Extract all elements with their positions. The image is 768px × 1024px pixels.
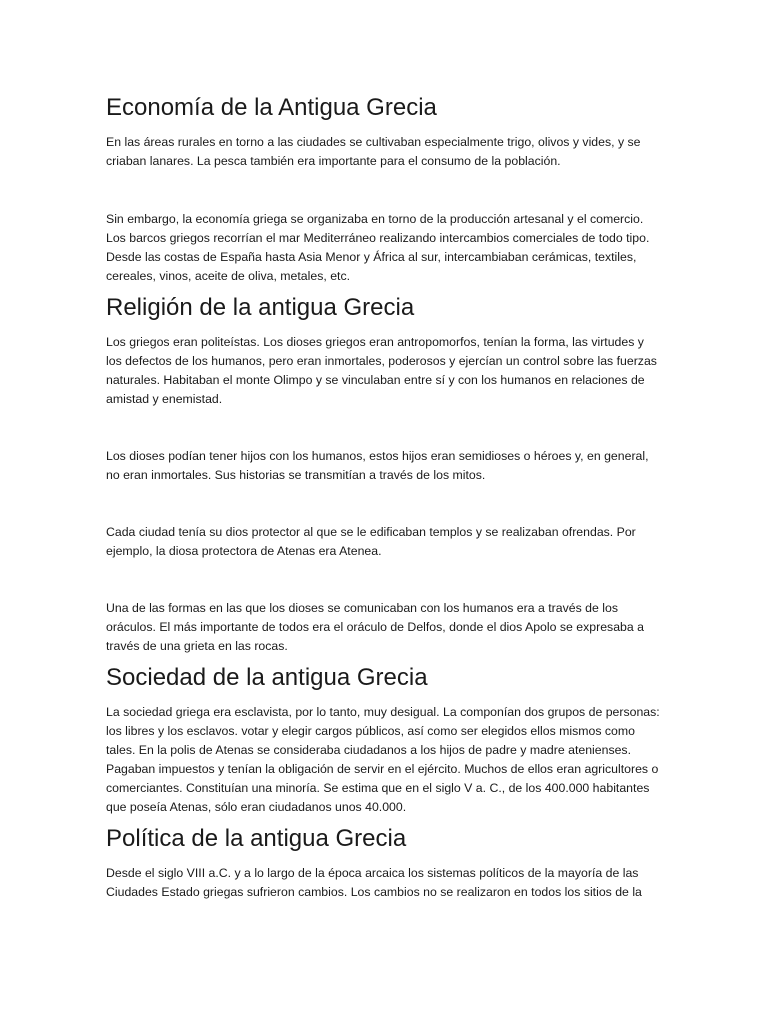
paragraph: En las áreas rurales en torno a las ciudades se cultivaban especialmente trigo, olivos y vides, y se criaban lanares. La pesca también era importante para el consumo de la población.	[106, 135, 641, 168]
heading-economia: Economía de la Antigua Grecia	[106, 94, 437, 121]
heading-politica: Política de la antigua Grecia	[106, 825, 407, 852]
paragraph: Una de las formas en las que los dioses se comunicaban con los humanos era a través de los oráculos. El más importante de todos era el oráculo de Delfos, donde el dios Apolo se expresaba a través de una grieta en las rocas.	[106, 601, 644, 653]
section-economia	[106, 93, 662, 286]
paragraph: Los dioses podían tener hijos con los humanos, estos hijos eran semidioses o héroes y, en general, no eran inmortales. Sus historias se transmitían a través de los mitos.	[106, 449, 649, 482]
paragraph: Los griegos eran politeístas. Los dioses griegos eran antropomorfos, tenían la forma, las virtudes y los defectos de los humanos, pero eran inmortales, poderosos y ejercían un control sobre las fuerzas naturales. Habitaban el monte Olimpo y se vinculaban entre sí y con los humanos en relaciones de amistad y enemistad.	[106, 335, 657, 406]
heading-religion: Religión de la antigua Grecia	[106, 294, 415, 321]
section-sociedad	[106, 663, 662, 817]
heading-sociedad: Sociedad de la antigua Grecia	[106, 664, 428, 691]
paragraph: Cada ciudad tenía su dios protector al que se le edificaban templos y se realizaban ofrendas. Por ejemplo, la diosa protectora de Atenas era Atenea.	[106, 525, 636, 558]
document-page	[106, 88, 662, 902]
paragraph: La sociedad griega era esclavista, por lo tanto, muy desigual. La componían dos grupos de personas: los libres y los esclavos. votar y elegir cargos públicos, así como ser elegidos ellos mismos como tales. En la polis de Atenas se consideraba ciudadanos a los hijos de padre y madre atenienses. Pagaban impuestos y tenían la obligación de servir en el ejército. Muchos de ellos eran agricultores o comerciantes. Constituían una minoría. Se estima que en el siglo V a. C., de los 400.000 habitantes que poseía Atenas, sólo eran ciudadanos unos 40.000.	[106, 705, 660, 814]
paragraph: Desde el siglo VIII a.C. y a lo largo de la época arcaica los sistemas políticos de la mayoría de las Ciudades Estado griegas sufrieron cambios. Los cambios no se realizaron en todos los sitios de la	[106, 866, 642, 899]
section-politica	[106, 824, 662, 902]
paragraph: Sin embargo, la economía griega se organizaba en torno de la producción artesanal y el comercio. Los barcos griegos recorrían el mar Mediterráneo realizando intercambios comerciales de todo tipo. Desde las costas de España hasta Asia Menor y África al sur, intercambiaban cerámicas, textiles, cereales, vinos, aceite de oliva, metales, etc.	[106, 212, 650, 283]
section-religion	[106, 293, 662, 656]
